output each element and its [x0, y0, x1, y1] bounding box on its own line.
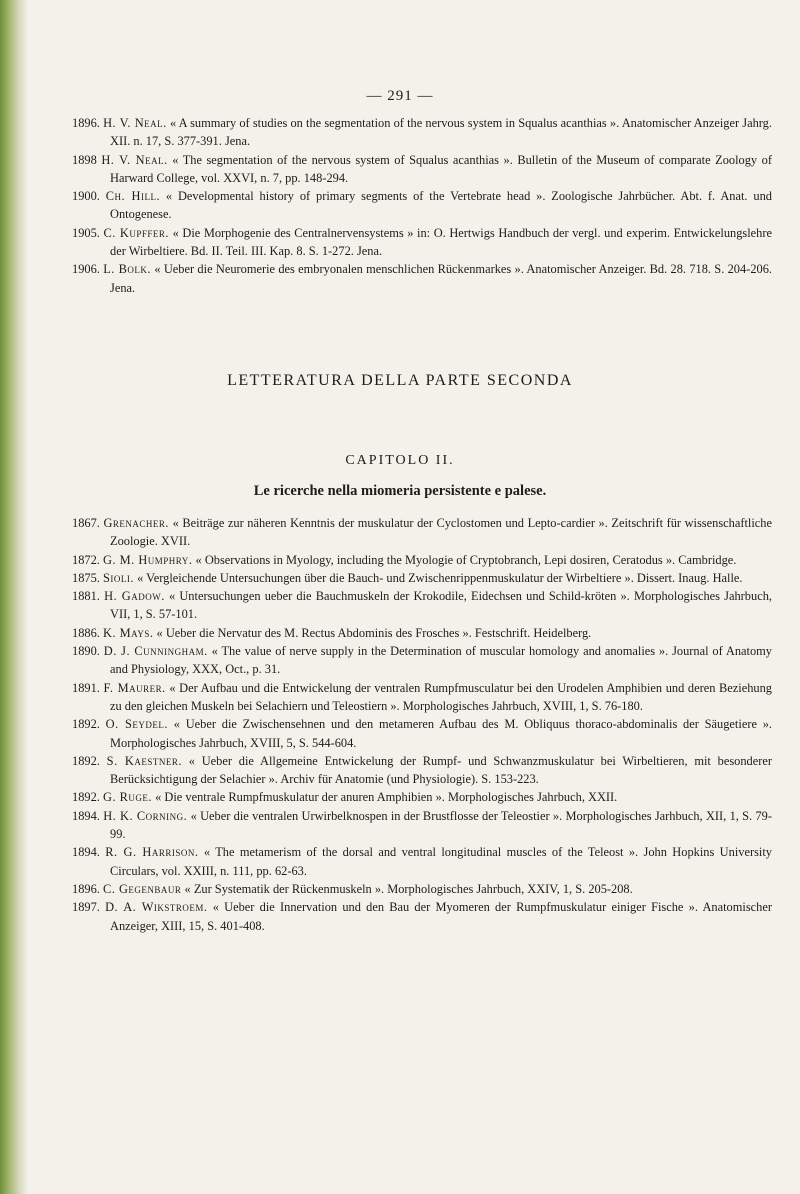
reference-text: « Der Aufbau und die Entwickelung der ventralen Rumpfmusculatur bei den Urodelen Amphibien und deren Beziehung zu den gleichen Muskeln bei Selachiern und Teleostiern ». Morphologisches Jahrbuch, XVIII, 1, S. 76-180.: [110, 680, 773, 713]
reference-entry: [72, 880, 772, 898]
reference-text: « Ueber die Nervatur des M. Rectus Abdominis des Frosches ». Festschrift. Heidelberg.: [156, 625, 592, 640]
reference-text: « Developmental history of primary segments of the Vertebrate head ». Zoologische Jahrbücher. Abt. f. Anat. und Ontogenese.: [110, 189, 772, 222]
reference-year: 1906.: [72, 262, 100, 277]
reference-text: « Ueber die Zwischensehnen und den metameren Aufbau des M. Obliquus thoraco-abdominalis der Säugetiere ». Morphologisches Jahrbuch, XVIII, 5, S. 544-604.: [110, 717, 773, 750]
reference-year: 1892.: [72, 753, 100, 768]
reference-text: « The metamerism of the dorsal and ventral longitudinal muscles of the Teleost ». John Hopkins University Circulars, vol. XXIII, n. 111, pp. 62-63.: [110, 845, 772, 878]
reference-year: 1896.: [72, 116, 100, 130]
reference-author: D. J. Cunningham.: [103, 644, 208, 659]
reference-entry: [72, 679, 772, 716]
book-spine-edge: [0, 0, 28, 1194]
reference-text: « Vergleichende Untersuchungen über die Bauch- und Zwischenrippenmuskulatur der Wirbeltiere ». Dissert. Inaug. Halle.: [137, 570, 743, 585]
reference-entry: [72, 898, 772, 935]
reference-author: R. G. Harrison.: [105, 845, 199, 860]
reference-author: L. Bolk.: [103, 262, 152, 277]
reference-text: « Untersuchungen ueber die Bauchmuskeln der Krokodile, Eidechsen und Schild-kröten ». Morphologisches Jahrbuch, VII, 1, S. 57-101.: [110, 589, 772, 622]
reference-author: H. K. Corning.: [103, 808, 188, 823]
reference-entry: [72, 715, 772, 752]
reference-year: 1897.: [72, 900, 100, 915]
reference-text: « Beiträge zur näheren Kenntnis der muskulatur der Cyclostomen und Lepto-cardier ». Zeitschrift für wissenschaftliche Zoologie. XVII.: [110, 516, 772, 549]
reference-author: F. Maurer.: [103, 680, 166, 695]
reference-entry: [72, 114, 772, 151]
reference-text: « A summary of studies on the segmentation of the nervous system in Squalus acanthias ». Anatomischer Anzeiger Jahrg. XII. n. 17, S. 377-391. Jena.: [110, 116, 772, 149]
reference-author: O. Seydel.: [105, 717, 168, 732]
page-number: — 291 —: [366, 88, 434, 104]
reference-year: 1881.: [72, 589, 100, 604]
chapter-label: CAPITOLO II.: [345, 453, 455, 468]
reference-text: « Ueber die Innervation und den Bau der Myomeren der Rumpfmuskulatur einiger Fische ». Anatomischer Anzeiger, XIII, 15, S. 401-408.: [110, 900, 772, 933]
reference-entry: [72, 514, 772, 551]
chapter-subtitle: Le ricerche nella miomeria persistente e palese.: [253, 483, 547, 499]
reference-year: 1890.: [72, 644, 100, 659]
reference-text: « Ueber die ventralen Urwirbelknospen in der Brustflosse der Teleostier ». Morphologisches Jarhbuch, XII, 1, S. 79-99.: [110, 808, 772, 842]
reference-year: 1891.: [72, 680, 100, 695]
reference-author: Ch. Hill.: [105, 189, 161, 204]
reference-author: S. Kaestner.: [106, 753, 182, 768]
reference-entry: [72, 260, 772, 297]
reference-entry: [72, 187, 772, 224]
reference-author: G. Ruge.: [103, 790, 153, 805]
reference-entry: [72, 224, 772, 261]
reference-author: Grenacher.: [103, 516, 170, 530]
reference-text: « Ueber die Neuromerie des embryonalen menschlichen Rückenmarkes ». Anatomischer Anzeiger. Bd. 28. 718. S. 204-206. Jena.: [110, 262, 772, 295]
reference-text: « Die Morphogenie des Centralnervensystems » in: O. Hertwigs Handbuch der vergl. und experim. Entwickelungslehre der Wirbeltiere. Bd. II. Teil. III. Kap. 8. S. 1-272. Jena.: [110, 225, 772, 259]
reference-entry: [72, 624, 772, 642]
reference-list-part-one: [72, 114, 772, 297]
reference-year: 1900.: [72, 189, 100, 204]
reference-year: 1898: [72, 152, 97, 167]
reference-entry: [72, 752, 772, 789]
reference-year: 1894.: [72, 808, 100, 823]
reference-entry: [72, 642, 772, 679]
reference-text: « The value of nerve supply in the Determination of muscular homology and anomalies ». Journal of Anatomy and Physiology, XXX, Oct., p. 31.: [110, 644, 772, 677]
reference-author: C. Gegenbaur: [103, 881, 182, 896]
reference-entry: [72, 151, 772, 188]
reference-year: 1892.: [72, 790, 100, 805]
reference-entry: [72, 807, 772, 844]
reference-year: 1886.: [72, 625, 100, 640]
reference-entry: [72, 587, 772, 624]
reference-author: K. Mays.: [103, 625, 154, 640]
reference-year: 1892.: [72, 717, 100, 732]
reference-list-part-two: [72, 514, 772, 935]
reference-text: « Observations in Myology, including the Myologie of Cryptobranch, Lepi dosiren, Ceratodus ». Cambridge.: [195, 552, 737, 567]
reference-year: 1867.: [72, 516, 100, 530]
reference-author: G. M. Humphry.: [103, 552, 193, 567]
reference-text: « Zur Systematik der Rückenmuskeln ». Morphologisches Jahrbuch, XXIV, 1, S. 205-208.: [184, 881, 633, 896]
reference-text: « Die ventrale Rumpfmuskulatur der anuren Amphibien ». Morphologisches Jahrbuch, XXII.: [155, 790, 618, 805]
reference-author: H. Gadow.: [104, 589, 165, 604]
reference-year: 1872.: [72, 552, 100, 567]
reference-year: 1905.: [72, 225, 100, 240]
reference-author: H. V. Neal.: [103, 116, 167, 130]
reference-author: H. V. Neal.: [101, 152, 168, 167]
section-title: LETTERATURA DELLA PARTE SECONDA: [227, 372, 573, 389]
reference-text: « Ueber die Allgemeine Entwickelung der Rumpf- und Schwanzmuskulatur bei Wirbeltieren, mit besonderer Berücksichtigung der Selachier ». Archiv für Anatomie (und Physiologie). S. 153-223.: [110, 753, 772, 787]
reference-entry: [72, 569, 772, 587]
reference-year: 1894.: [72, 845, 100, 860]
reference-entry: [72, 551, 772, 569]
reference-text: « The segmentation of the nervous system of Squalus acanthias ». Bulletin of the Museum of comparate Zoology of Harward College, vol. XXVI, n. 7, pp. 148-294.: [110, 152, 772, 185]
reference-year: 1875.: [72, 570, 100, 585]
reference-author: Sioli.: [103, 570, 134, 585]
reference-year: 1896.: [72, 881, 100, 896]
reference-author: D. A. Wikstroem.: [105, 900, 208, 915]
reference-author: C. Kupffer.: [103, 225, 169, 240]
reference-entry: [72, 843, 772, 880]
reference-entry: [72, 788, 772, 806]
